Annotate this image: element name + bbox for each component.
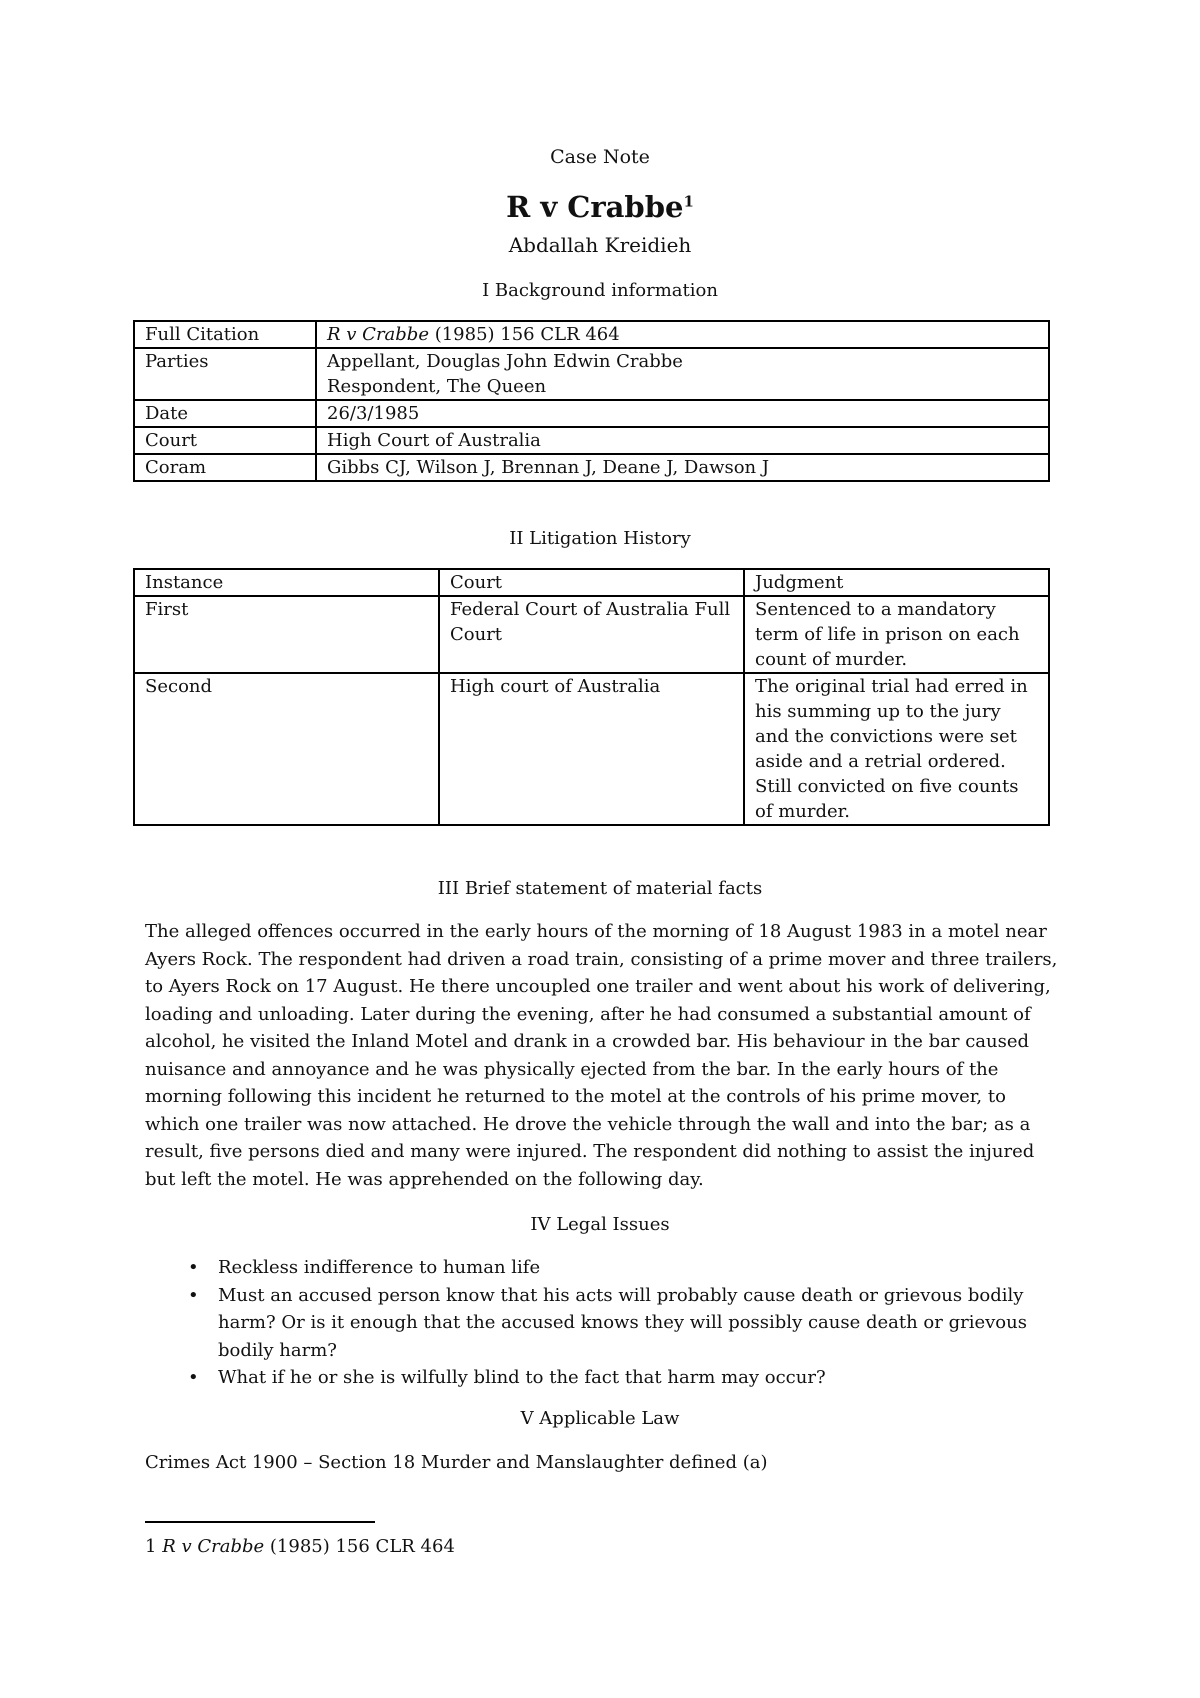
applicable-law-text: Crimes Act 1900 – Section 18 Murder and Manslaughter defined (a): [145, 1452, 768, 1473]
table-row: [134, 454, 1049, 481]
section-heading-applicable-law: V Applicable Law: [520, 1408, 680, 1429]
list-item: [188, 1254, 1048, 1282]
case-title: [0, 190, 1200, 224]
section-heading-legal-issues: IV Legal Issues: [530, 1214, 670, 1235]
table-row: [134, 673, 1049, 825]
background-info-table: [133, 320, 1050, 482]
parties-line-respondent: Respondent, The Queen: [327, 376, 547, 397]
case-title-text: R v Crabbe: [506, 190, 684, 224]
parties-line-appellant: Appellant, Douglas John Edwin Crabbe: [327, 351, 683, 372]
bullet-icon: •: [188, 1367, 199, 1388]
footnote-italic: R v Crabbe: [162, 1536, 265, 1557]
list-item-text: Reckless indifference to human life: [218, 1257, 541, 1278]
column-header: Court: [439, 569, 744, 596]
document-label: Case Note: [550, 146, 650, 168]
row-value: High Court of Australia: [316, 427, 1049, 454]
column-header: Judgment: [744, 569, 1049, 596]
row-label: Full Citation: [134, 321, 316, 348]
row-value: Gibbs CJ, Wilson J, Brennan J, Deane J, Dawson J: [316, 454, 1049, 481]
table-header-row: [134, 569, 1049, 596]
row-label: Date: [134, 400, 316, 427]
table-row: [134, 427, 1049, 454]
footnote: [145, 1536, 455, 1557]
footnote-number: 1: [145, 1536, 157, 1557]
list-item-text: Must an accused person know that his acts will probably cause death or grievous bodily harm? Or is it enough that the accused knows they will possibly cause death or grievous bodily harm?: [218, 1284, 1027, 1361]
list-item-text: What if he or she is wilfully blind to the fact that harm may occur?: [218, 1367, 826, 1388]
court-cell: High court of Australia: [439, 673, 744, 825]
section-heading-litigation: II Litigation History: [509, 528, 691, 549]
judgment-cell: Sentenced to a mandatory term of life in prison on each count of murder.: [744, 596, 1049, 673]
table-row: [134, 400, 1049, 427]
bullet-icon: •: [188, 1284, 199, 1306]
material-facts-paragraph: The alleged offences occurred in the early hours of the morning of 18 August 1983 in a motel near Ayers Rock. The respondent had driven a road train, consisting of a prime mover and three trailers, to Ayers Rock on 17 August. He there uncoupled one trailer and went about his work of delivering, loading and unloading. Later during the evening, after he had consumed a substantial amount of alcohol, he visited the Inland Motel and drank in a crowded bar. His behaviour in the bar caused nuisance and annoyance and he was physically ejected from the bar. In the early hours of the morning following this incident he returned to the motel at the controls of his prime mover, to which one trailer was now attached. He drove the vehicle through the wall and into the bar; as a result, five persons died and many were injured. The respondent did nothing to assist the injured but left the motel. He was apprehended on the following day.: [145, 921, 1058, 1190]
row-value: 26/3/1985: [316, 400, 1049, 427]
list-item: [188, 1282, 1048, 1365]
legal-issues-list: [188, 1254, 1048, 1392]
table-row: [134, 321, 1049, 348]
row-label: Coram: [134, 454, 316, 481]
column-header: Instance: [134, 569, 439, 596]
row-value: [316, 321, 1049, 348]
row-label: Court: [134, 427, 316, 454]
section-heading-facts: III Brief statement of material facts: [437, 878, 763, 899]
row-value: [316, 348, 1049, 400]
judgment-cell: The original trial had erred in his summing up to the jury and the convictions were set aside and a retrial ordered. Still convicted on five counts of murder.: [744, 673, 1049, 825]
citation-italic: R v Crabbe: [327, 324, 429, 345]
instance-cell: Second: [134, 673, 439, 825]
row-label: Parties: [134, 348, 316, 400]
citation-rest: (1985) 156 CLR 464: [428, 324, 620, 345]
table-row: [134, 348, 1049, 400]
instance-cell: First: [134, 596, 439, 673]
court-cell: Federal Court of Australia Full Court: [439, 596, 744, 673]
litigation-history-table: [133, 568, 1050, 826]
section-heading-background: I Background information: [482, 280, 718, 301]
list-item: [188, 1364, 1048, 1392]
footnote-divider: [145, 1521, 375, 1523]
footnote-rest: (1985) 156 CLR 464: [264, 1536, 455, 1557]
table-row: [134, 596, 1049, 673]
bullet-icon: •: [188, 1257, 199, 1278]
author-name: Abdallah Kreidieh: [508, 233, 692, 257]
title-footnote-marker: 1: [683, 192, 694, 211]
